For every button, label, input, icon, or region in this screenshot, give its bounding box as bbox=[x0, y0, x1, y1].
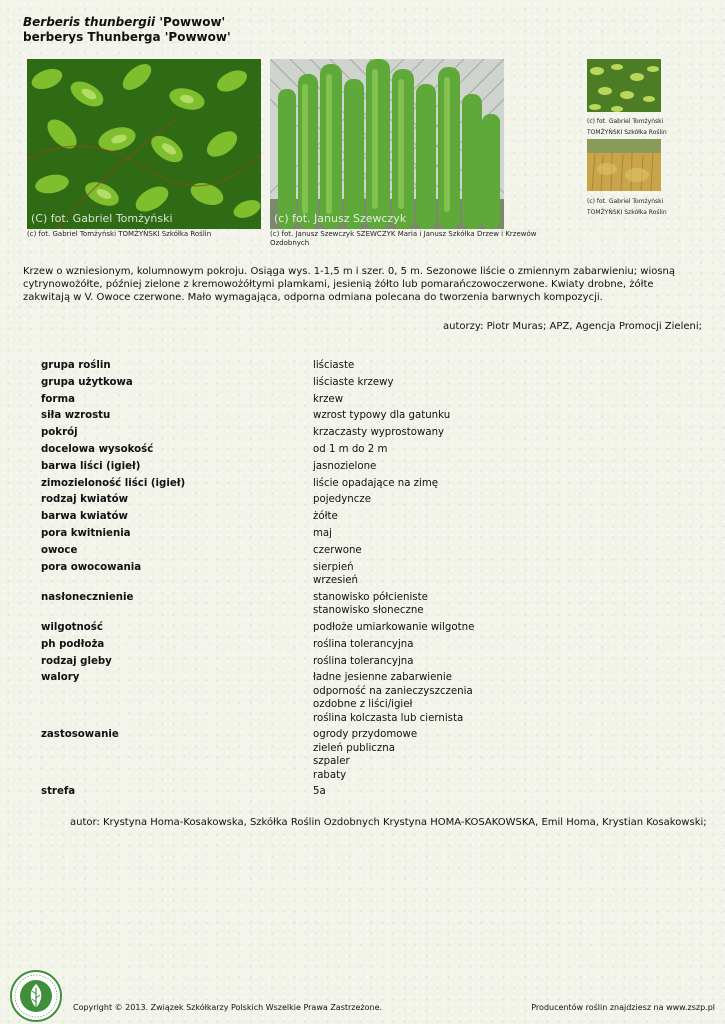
property-row bbox=[41, 376, 661, 389]
property-label: grupa użytkowa bbox=[41, 376, 133, 388]
property-values bbox=[313, 409, 661, 422]
property-values bbox=[313, 655, 661, 668]
latin-species: Berberis thunbergii bbox=[23, 15, 156, 29]
zszp-logo[interactable] bbox=[10, 970, 62, 1022]
property-value: odporność na zanieczyszczenia bbox=[313, 685, 473, 697]
property-label: rodzaj kwiatów bbox=[41, 494, 128, 506]
photo-2-caption: (c) fot. Janusz Szewczyk SZEWCZYK Maria i Janusz Szkółka Drzew i Krzewów Ozdobnych bbox=[270, 230, 537, 247]
property-label: nasłonecznienie bbox=[41, 591, 134, 603]
property-values bbox=[313, 785, 661, 798]
photo-1-watermark: (C) fot. Gabriel Tomżyński bbox=[31, 212, 173, 225]
copyright-notice: Copyright © 2013. Związek Szkółkarzy Polskich Wszelkie Prawa Zastrzeżone. bbox=[73, 1003, 383, 1012]
property-label: barwa liści (igieł) bbox=[41, 460, 141, 472]
property-row bbox=[41, 460, 661, 473]
property-values bbox=[313, 393, 661, 406]
photo-2[interactable] bbox=[270, 59, 504, 229]
property-label: siła wzrostu bbox=[41, 410, 111, 422]
property-row bbox=[41, 544, 661, 557]
property-value: wzrost typowy dla gatunku bbox=[313, 410, 451, 422]
thumbnail-1-caption-line1: (c) fot. Gabriel Tomżyński bbox=[587, 118, 664, 125]
property-values bbox=[313, 460, 661, 473]
property-value: wrzesień bbox=[313, 574, 358, 586]
property-values bbox=[313, 376, 661, 389]
property-values bbox=[313, 591, 661, 618]
property-value: rabaty bbox=[313, 769, 347, 781]
producers-link[interactable]: Producentów roślin znajdziesz na www.zszp.pl bbox=[531, 1003, 715, 1012]
property-value: jasnozielone bbox=[313, 460, 377, 472]
property-label: grupa roślin bbox=[41, 360, 111, 371]
property-row bbox=[41, 728, 661, 782]
property-values bbox=[313, 477, 661, 490]
photo-1-caption: (c) fot. Gabriel Tomżyński TOMŻYŃSKI Szkółka Roślin bbox=[27, 230, 212, 238]
property-value: ozdobne z liści/igieł bbox=[313, 699, 413, 711]
property-value: pojedyncze bbox=[313, 494, 371, 506]
property-label: pora owocowania bbox=[41, 561, 142, 573]
property-values bbox=[313, 544, 661, 557]
property-label: barwa kwiatów bbox=[41, 511, 128, 523]
property-row bbox=[41, 426, 661, 439]
footer-author: autor: Krystyna Homa-Kosakowska, Szkółka Roślin Ozdobnych Krystyna HOMA-KOSAKOWSKA, Emil Homa, Krystian Kosakowski; bbox=[70, 817, 707, 828]
property-label: ph podłoża bbox=[41, 638, 105, 650]
thumbnail-2-caption-line2: TOMŻYŃSKI Szkółka Roślin bbox=[587, 209, 667, 216]
property-value: roślina kolczasta lub ciernista bbox=[313, 712, 464, 724]
thumbnail-1-caption bbox=[587, 118, 697, 137]
property-values bbox=[313, 443, 661, 456]
property-value: sierpień bbox=[313, 561, 354, 573]
property-row bbox=[41, 510, 661, 523]
property-row bbox=[41, 621, 661, 634]
property-row bbox=[41, 671, 661, 725]
property-value: czerwone bbox=[313, 544, 362, 556]
property-value: ładne jesienne zabarwienie bbox=[313, 672, 452, 684]
photo-1[interactable] bbox=[27, 59, 261, 229]
thumbnail-2[interactable] bbox=[587, 139, 661, 191]
property-label: pokrój bbox=[41, 427, 78, 439]
property-label: walory bbox=[41, 672, 80, 684]
property-value: liściaste krzewy bbox=[313, 376, 394, 388]
property-label: zastosowanie bbox=[41, 729, 119, 741]
property-value: ogrody przydomowe bbox=[313, 729, 418, 741]
property-value: podłoże umiarkowanie wilgotne bbox=[313, 621, 475, 633]
property-value: stanowisko półcieniste bbox=[313, 591, 428, 603]
property-row bbox=[41, 493, 661, 506]
property-row bbox=[41, 785, 661, 798]
property-value: roślina tolerancyjna bbox=[313, 638, 414, 650]
property-values bbox=[313, 510, 661, 523]
property-label: wilgotność bbox=[41, 621, 103, 633]
thumbnail-1[interactable] bbox=[587, 59, 661, 112]
property-values bbox=[313, 527, 661, 540]
property-value: roślina tolerancyjna bbox=[313, 655, 414, 667]
property-value: 5a bbox=[313, 786, 326, 798]
description-authors: autorzy: Piotr Muras; APZ, Agencja Promocji Zieleni; bbox=[443, 321, 702, 332]
property-value: liściaste bbox=[313, 360, 355, 371]
property-label: docelowa wysokość bbox=[41, 443, 154, 455]
property-value: szpaler bbox=[313, 756, 350, 768]
property-row bbox=[41, 359, 661, 372]
property-values bbox=[313, 561, 661, 588]
property-row bbox=[41, 655, 661, 668]
latin-name bbox=[23, 15, 231, 30]
property-label: zimozieloność liści (igieł) bbox=[41, 477, 186, 489]
property-value: maj bbox=[313, 527, 332, 539]
property-value: krzew bbox=[313, 393, 344, 405]
property-values bbox=[313, 493, 661, 506]
property-label: rodzaj gleby bbox=[41, 655, 112, 667]
property-value: od 1 m do 2 m bbox=[313, 443, 388, 455]
property-value: stanowisko słoneczne bbox=[313, 605, 424, 617]
thumbnail-1-caption-line2: TOMŻYŃSKI Szkółka Roślin bbox=[587, 129, 667, 136]
property-value: krzaczasty wyprostowany bbox=[313, 427, 445, 439]
plant-title bbox=[23, 15, 231, 45]
property-values bbox=[313, 671, 661, 725]
property-row bbox=[41, 591, 661, 618]
photo-2-watermark: (c) fot. Janusz Szewczyk bbox=[274, 212, 407, 225]
property-row bbox=[41, 561, 661, 588]
property-values bbox=[313, 621, 661, 634]
property-values bbox=[313, 359, 661, 372]
property-values bbox=[313, 728, 661, 782]
property-label: owoce bbox=[41, 544, 78, 556]
property-values bbox=[313, 426, 661, 439]
property-row bbox=[41, 443, 661, 456]
property-row bbox=[41, 393, 661, 406]
property-row bbox=[41, 527, 661, 540]
property-row bbox=[41, 477, 661, 490]
properties-table bbox=[41, 359, 661, 802]
polish-name: berberys Thunberga 'Powwow' bbox=[23, 30, 231, 44]
plant-description: Krzew o wzniesionym, kolumnowym pokroju. Osiąga wys. 1-1,5 m i szer. 0, 5 m. Sezonowe liście o zmiennym zabarwieniu; wiosną cytrynowożółte, później zielone z kremowożółtymi plamkami, jesienią żółto lub pomarańczowoczerwone. Kwiaty drobne, żółte zakwitają w V. Owoce czerwone. Mało wymagająca, odporna odmiana polecana do tworzenia barwnych kompozycji. bbox=[23, 266, 676, 303]
thumbnail-2-caption-line1: (c) fot. Gabriel Tomżyński bbox=[587, 198, 664, 205]
property-value: żółte bbox=[313, 511, 338, 523]
property-row bbox=[41, 638, 661, 651]
property-value: liście opadające na zimę bbox=[313, 477, 439, 489]
property-value: zieleń publiczna bbox=[313, 742, 395, 754]
property-label: strefa bbox=[41, 786, 76, 798]
cultivar-name: 'Powwow' bbox=[159, 15, 226, 29]
property-values bbox=[313, 638, 661, 651]
property-row bbox=[41, 409, 661, 422]
thumbnail-2-caption bbox=[587, 198, 697, 217]
property-label: pora kwitnienia bbox=[41, 527, 131, 539]
property-label: forma bbox=[41, 393, 75, 405]
